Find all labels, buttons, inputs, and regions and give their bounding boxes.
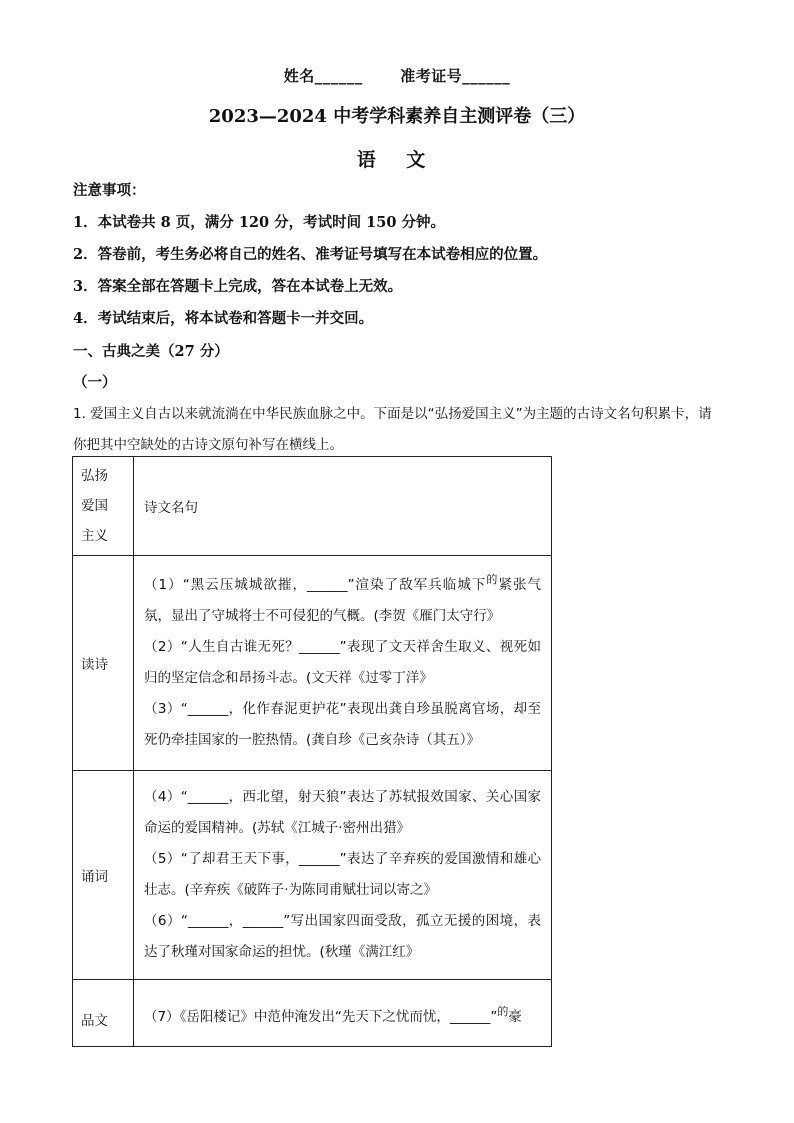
row-category: 诵词 — [81, 869, 108, 885]
poem-item-5: （5）“了却君王天下事，______”表达了辛弃疾的爱国激情和雄心壮志。(辛弃疾《破阵子·为陈同甫赋壮词以寄之》 — [144, 851, 541, 898]
table-row — [73, 771, 552, 980]
poem-item-7 — [144, 1002, 541, 1033]
row-body-cell — [134, 771, 552, 980]
note-item: 4．考试结束后，将本试卷和答题卡一并交回。 — [73, 310, 374, 327]
notes-block — [73, 182, 713, 342]
candidate-info — [0, 65, 794, 86]
table-header-row — [73, 457, 552, 556]
notes-heading: 注意事项： — [73, 182, 146, 199]
name-field: 姓名______ — [283, 67, 363, 85]
table-row — [73, 980, 552, 1047]
poem-item-4: （4）“______，西北望，射天狼”表达了苏轼报效国家、关心国家命运的爱国精神。(苏轼《江城子·密州出猎》 — [144, 789, 541, 836]
header-col-cell — [134, 457, 552, 556]
header-category-cell — [73, 457, 134, 556]
note-item: 3．答案全部在答题卡上完成，答在本试卷上无效。 — [73, 278, 403, 295]
poem-item-6: （6）“______，______”写出国家四面受敌，孤立无援的困境，表达了秋瑾对国家命运的担忧。(秋瑾《满江红》 — [144, 913, 541, 960]
poem-item-1-cont: 紧张气氛，显出了守城将士不可侵犯的气概。(李贺《雁门太守行》 — [144, 577, 542, 624]
note-item: 1．本试卷共 8 页，满分 120 分，考试时间 150 分钟。 — [73, 214, 445, 231]
row-category: 读诗 — [81, 657, 108, 673]
subsection-title: （一） — [73, 374, 117, 391]
question-text: 1. 爱国主义自古以来就流淌在中华民族血脉之中。下面是以“弘扬爱国主义”为主题的古诗文名句积累卡，请你把其中空缺处的古诗文原句补写在横线上。 — [73, 406, 712, 453]
poem-item-7-text: （7）《岳阳楼记》中范仲淹发出“先天下之忧而忧，______” — [144, 1008, 498, 1025]
row-category-cell — [73, 771, 134, 980]
poem-item-7-cont: 豪 — [508, 1008, 522, 1025]
note-item: 2．答卷前，考生务必将自己的姓名、准考证号填写在本试卷相应的位置。 — [73, 246, 548, 263]
row-body-cell — [134, 556, 552, 771]
table-row — [73, 556, 552, 771]
exam-title: 2023—2024 中考学科素养自主测评卷（三） — [208, 106, 586, 127]
header-category: 弘扬爱国主义 — [81, 468, 108, 544]
row-category-cell — [73, 556, 134, 771]
poem-item-1 — [144, 570, 541, 632]
superscript-note: 的 — [486, 573, 499, 586]
superscript-note: 的 — [497, 1004, 509, 1018]
poem-item-1-text: （1）“黑云压城城欲摧，______”渲染了敌军兵临城下 — [144, 577, 487, 593]
row-body-cell — [134, 980, 552, 1047]
poem-item-3: （3）“______，化作春泥更护花”表现出龚自珍虽脱离官场，却至死仍牵挂国家的一腔热情。(龚自珍《己亥杂诗（其五）》 — [144, 701, 541, 748]
section-title: 一、古典之美（27 分） — [73, 343, 229, 360]
row-category-cell — [73, 980, 134, 1047]
row-category: 品文 — [81, 1013, 108, 1029]
subject-title: 语 文 — [356, 149, 438, 171]
poem-item-2: （2）“人生自古谁无死？______”表现了文天祥舍生取义、视死如归的坚定信念和昂扬斗志。(文天祥《过零丁洋》 — [144, 639, 541, 686]
header-col: 诗文名句 — [144, 500, 198, 516]
poetry-card-table — [72, 456, 552, 1047]
exam-id-field: 准考证号______ — [400, 67, 511, 85]
